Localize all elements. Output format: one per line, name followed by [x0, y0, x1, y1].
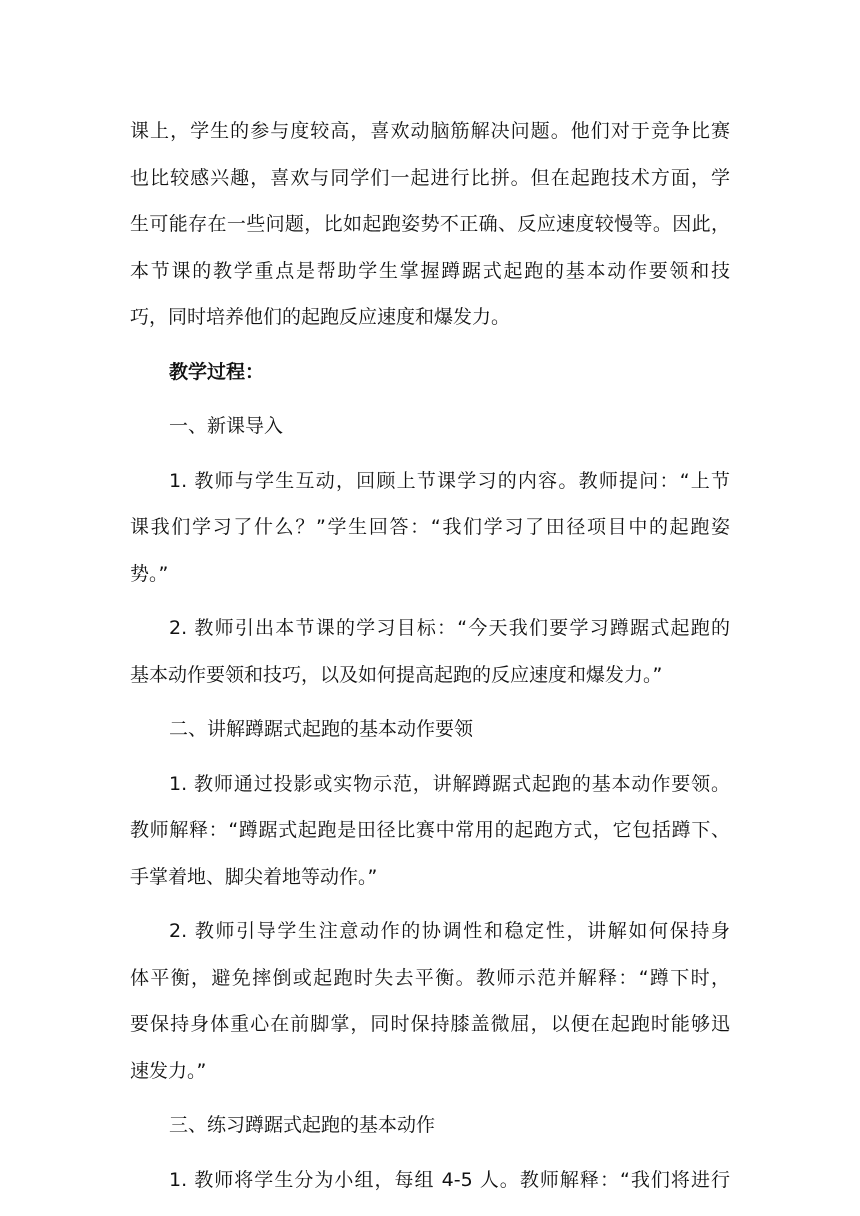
document-body — [130, 108, 730, 1203]
body-line: 体平衡，避免摔倒或起跑时失去平衡。教师示范并解释：“蹲下时， — [130, 966, 730, 989]
body-line: 本节课的教学重点是帮助学生掌握蹲踞式起跑的基本动作要领和技 — [130, 259, 730, 282]
body-line: 基本动作要领和技巧，以及如何提高起跑的反应速度和爆发力。” — [130, 663, 663, 686]
body-line: 教师解释：“蹲踞式起跑是田径比赛中常用的起跑方式，它包括蹲下、 — [130, 819, 730, 841]
body-line: 课我们学习了什么？”学生回答：“我们学习了田径项目中的起跑姿 — [130, 516, 730, 538]
body-line: 2. 教师引导学生注意动作的协调性和稳定性，讲解如何保持身 — [169, 920, 730, 942]
body-line: 要保持身体重心在前脚掌，同时保持膝盖微屈，以便在起跑时能够迅 — [130, 1013, 730, 1035]
body-line: 也比较感兴趣，喜欢与同学们一起进行比拼。但在起跑技术方面，学 — [130, 166, 730, 189]
body-line: 2. 教师引出本节课的学习目标：“今天我们要学习蹲踞式起跑的 — [169, 617, 730, 639]
body-line: 生可能存在一些问题，比如起跑姿势不正确、反应速度较慢等。因此， — [130, 213, 730, 235]
body-line: 势。” — [130, 562, 169, 585]
body-line: 1. 教师通过投影或实物示范，讲解蹲踞式起跑的基本动作要领。 — [169, 772, 730, 795]
section-heading: 教学过程： — [169, 360, 265, 383]
section-title: 二、讲解蹲踞式起跑的基本动作要领 — [169, 718, 474, 740]
body-line: 1. 教师将学生分为小组，每组 4-5 人。教师解释：“我们将进行 — [169, 1168, 730, 1191]
body-line: 巧，同时培养他们的起跑反应速度和爆发力。 — [130, 306, 511, 328]
body-line: 1. 教师与学生互动，回顾上节课学习的内容。教师提问：“上节 — [169, 469, 730, 492]
body-line: 速发力。” — [130, 1059, 207, 1082]
section-title: 一、新课导入 — [169, 415, 284, 437]
body-line: 手掌着地、脚尖着地等动作。” — [130, 865, 378, 888]
section-title: 三、练习蹲踞式起跑的基本动作 — [169, 1114, 436, 1136]
body-line: 课上，学生的参与度较高，喜欢动脑筋解决问题。他们对于竞争比赛 — [130, 120, 730, 142]
